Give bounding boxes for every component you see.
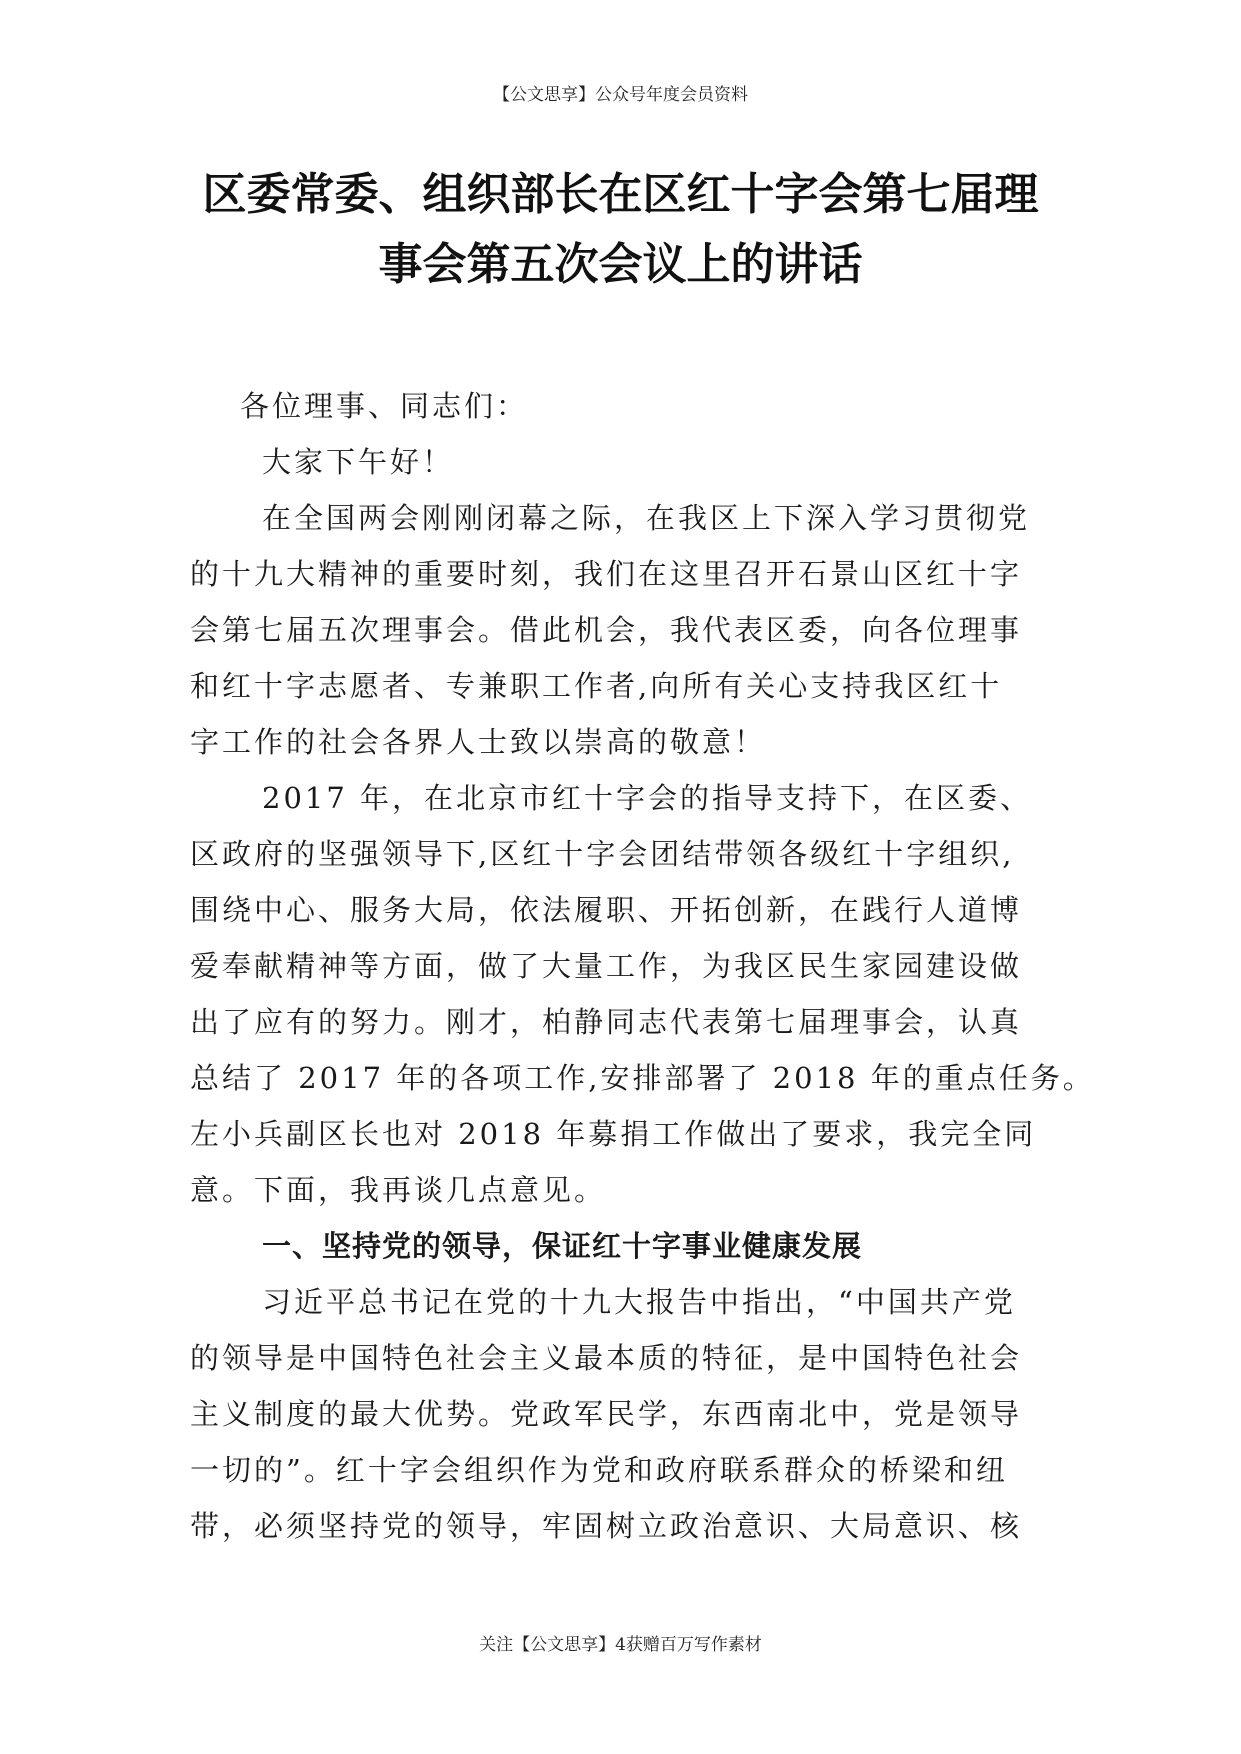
paragraph-line: 左小兵副区长也对 2018 年募捐工作做出了要求，我完全同 xyxy=(190,1117,1037,1151)
document-body xyxy=(190,378,1095,1554)
paragraph-line: 意。下面，我再谈几点意见。 xyxy=(190,1173,607,1207)
paragraph-line: 在全国两会刚刚闭幕之际，在我区上下深入学习贯彻党 xyxy=(262,501,1031,535)
paragraph-line: 习近平总书记在党的十九大报告中指出，“中国共产党 xyxy=(262,1285,1016,1319)
paragraph-line: 主义制度的最大优势。党政军民学，东西南北中，党是领导 xyxy=(190,1397,1023,1431)
paragraph-line: 会第七届五次理事会。借此机会，我代表区委，向各位理事 xyxy=(190,613,1023,647)
title-line-2: 事会第五次会议上的讲话 xyxy=(378,239,863,290)
page-header: 【公文思享】公众号年度会员资料 xyxy=(493,85,748,105)
paragraph-line: 围绕中心、服务大局，依法履职、开拓创新，在践行人道博 xyxy=(190,893,1023,927)
page-footer: 关注【公文思享】4获赠百万写作素材 xyxy=(479,1635,762,1655)
paragraph-line: 爱奉献精神等方面，做了大量工作，为我区民生家园建设做 xyxy=(190,949,1023,983)
paragraph-line: 区政府的坚强领导下,区红十字会团结带领各级红十字组织, xyxy=(190,837,1015,871)
greeting: 大家下午好！ xyxy=(262,445,455,479)
paragraph-line: 的领导是中国特色社会主义最本质的特征，是中国特色社会 xyxy=(190,1341,1023,1375)
paragraph-line: 带，必须坚持党的领导，牢固树立政治意识、大局意识、核 xyxy=(190,1509,1023,1543)
paragraph-line: 一切的”。红十字会组织作为党和政府联系群众的桥梁和纽 xyxy=(190,1453,1008,1487)
document-title xyxy=(160,160,1081,300)
paragraph-line: 出了应有的努力。刚才，柏静同志代表第七届理事会，认真 xyxy=(190,1005,1023,1039)
salutation: 各位理事、同志们： xyxy=(240,389,529,423)
paragraph-line: 的十九大精神的重要时刻，我们在这里召开石景山区红十字 xyxy=(190,557,1023,591)
paragraph-line: 和红十字志愿者、专兼职工作者,向所有关心支持我区红十 xyxy=(190,669,1003,703)
paragraph-line: 2017 年，在北京市红十字会的指导支持下，在区委、 xyxy=(262,781,1033,815)
title-line-1: 区委常委、组织部长在区红十字会第七届理 xyxy=(202,169,1039,220)
paragraph-line: 总结了 2017 年的各项工作,安排部署了 2018 年的重点任务。 xyxy=(190,1061,1095,1095)
section-heading: 一、坚持党的领导，保证红十字事业健康发展 xyxy=(262,1229,863,1263)
paragraph-line: 字工作的社会各界人士致以崇高的敬意！ xyxy=(190,725,767,759)
